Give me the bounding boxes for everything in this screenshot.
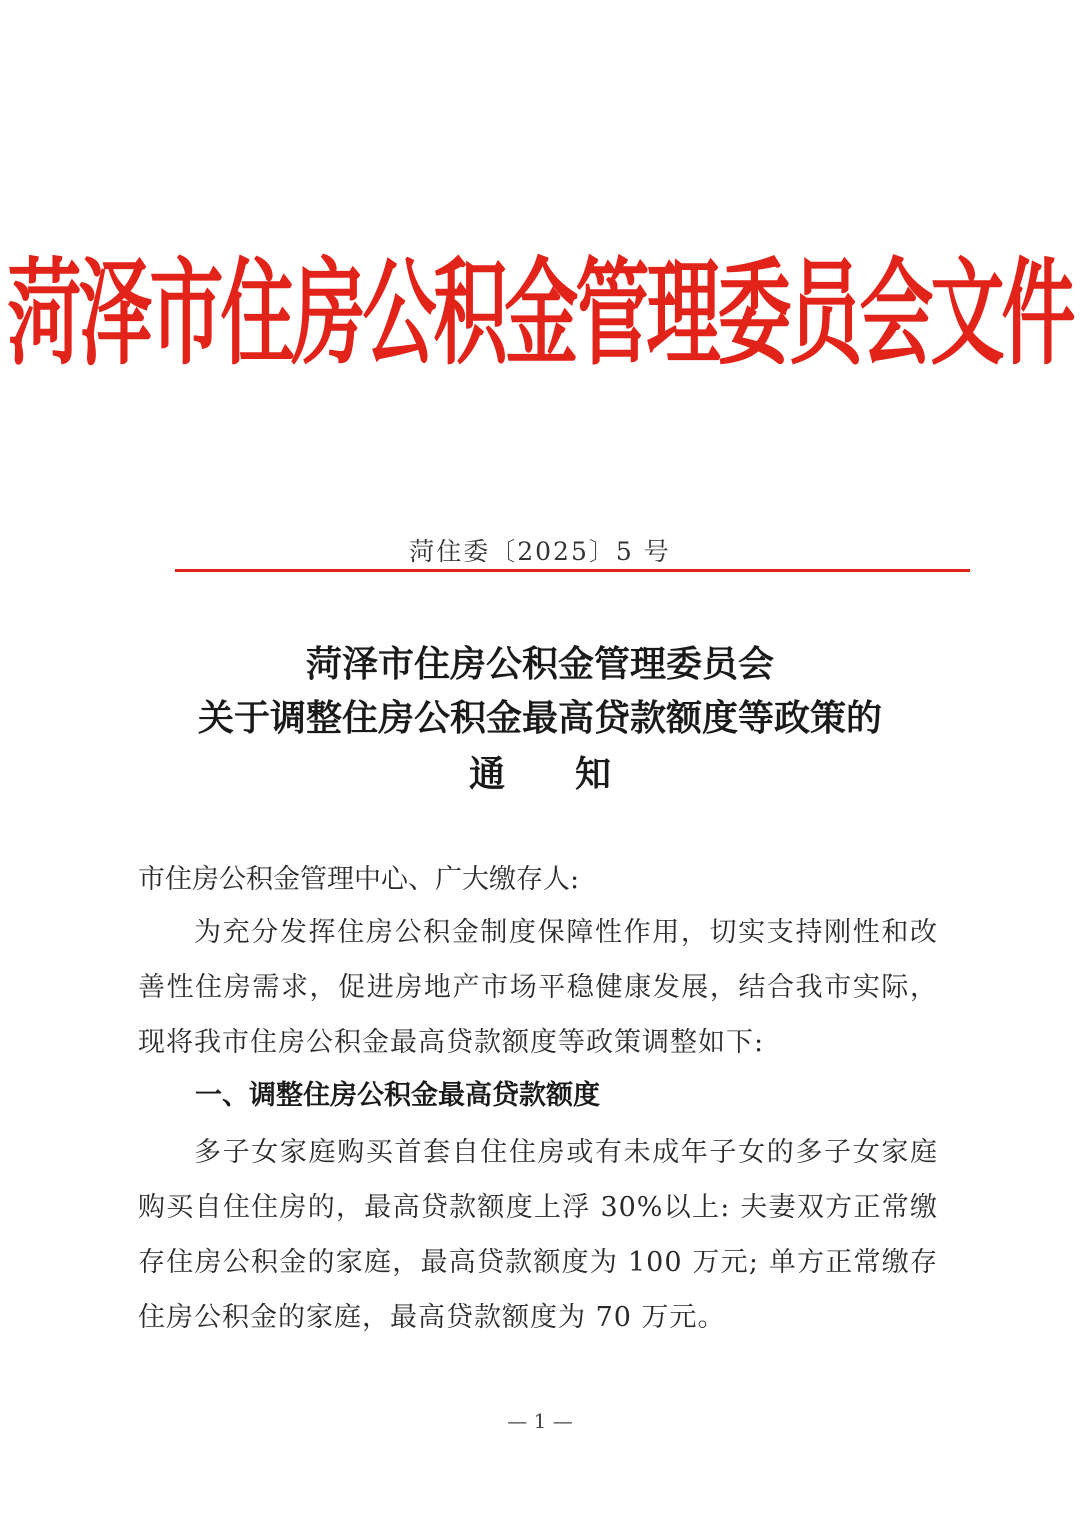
intro-paragraph: 为充分发挥住房公积金制度保障性作用，切实支持刚性和改善性住房需求，促进房地产市场平稳健康发展，结合我市实际，现将我市住房公积金最高贷款额度等政策调整如下: (138, 917, 938, 1058)
salutation: 市住房公积金管理中心、广大缴存人: (138, 864, 580, 895)
section-1-heading: 一、调整住房公积金最高贷款额度 (195, 1080, 600, 1111)
red-divider (175, 569, 970, 572)
title-char-1: 通 (468, 754, 505, 795)
title-char-2: 知 (575, 754, 612, 795)
section-1-paragraph: 多子女家庭购买首套自住住房或有未成年子女的多子女家庭购买自住住房的，最高贷款额度上浮 30%以上: 夫妻双方正常缴存住房公积金的家庭，最高贷款额度为 100 万元; 单方正常缴存住房公积金的家庭，最高贷款额度为 70 万元。 (138, 1137, 938, 1333)
title-line-2: 关于调整住房公积金最高贷款额度等政策的 (197, 698, 882, 739)
title-line-1: 菏泽市住房公积金管理委员会 (305, 644, 774, 685)
page-number: — 1 — (507, 1409, 573, 1433)
title-line-3 (0, 746, 1080, 797)
document-number: 菏住委〔2025〕5 号 (409, 537, 671, 566)
issuer-banner: 菏泽市住房公积金管理委员会文件 (7, 247, 1073, 381)
